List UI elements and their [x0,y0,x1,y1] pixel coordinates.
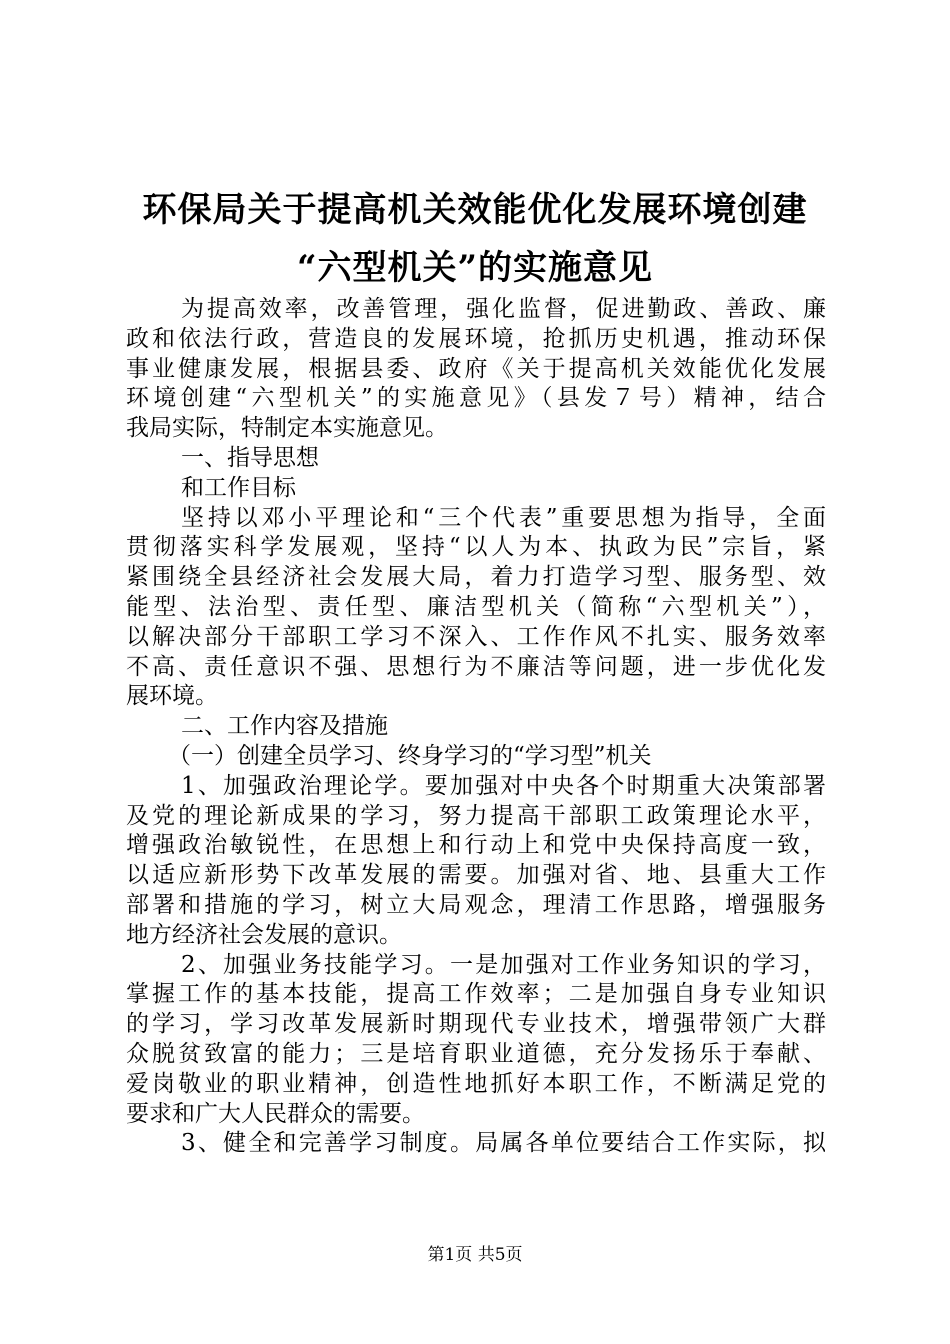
body-line: 紧围绕全县经济社会发展大局，着力打造学习型、服务型、效 [126,564,826,591]
body-line: 的学习，学习改革发展新时期现代专业技术，增强带领广大群 [126,1011,826,1038]
body-line: 以适应新形势下改革发展的需要。加强对省、地、县重大工作 [126,862,826,889]
document-title-line-2: “六型机关”的实施意见 [296,248,654,288]
body-line: 我局实际，特制定本实施意见。 [126,415,448,442]
body-line: 坚持以邓小平理论和“三个代表”重要思想为指导，全面 [181,504,826,531]
body-line: 环境创建“六型机关”的实施意见》（县发７号）精神，结合 [126,385,826,412]
body-line: 为提高效率，改善管理，强化监督，促进勤政、善政、廉 [181,296,826,322]
body-line: 事业健康发展，根据县委、政府《关于提高机关效能优化发展 [126,355,826,382]
document-body [126,295,826,1159]
body-line: 展环境。 [126,683,218,710]
body-line: 地方经济社会发展的意识。 [126,921,402,948]
body-line: 以解决部分干部职工学习不深入、工作作风不扎实、服务效率 [126,623,826,650]
body-line: 及党的理论新成果的学习，努力提高干部职工政策理论水平， [126,802,826,829]
body-line: 政和依法行政，营造良的发展环境，抢抓历史机遇，推动环保 [126,325,826,352]
subsection-heading: （一）创建全员学习、终身学习的“学习型”机关 [168,742,652,769]
section-heading: 二、工作内容及措施 [181,713,388,740]
body-line: 1、加强政治理论学。要加强对中央各个时期重大决策部署 [181,772,826,799]
body-line: 不高、责任意识不强、思想行为不廉洁等问题，进一步优化发 [126,653,826,680]
body-line: 掌握工作的基本技能，提高工作效率；二是加强自身专业知识 [126,981,826,1008]
body-line: 增强政治敏锐性，在思想上和行动上和党中央保持高度一致， [126,832,826,859]
body-line: 要求和广大人民群众的需要。 [126,1100,425,1127]
document-title-line-1: 环保局关于提高机关效能优化发展环境创建 [142,190,808,230]
page-footer: 第1页 共5页 [427,1245,523,1265]
body-line: 2、加强业务技能学习。一是加强对工作业务知识的学习， [181,951,826,978]
section-heading: 一、指导思想 [181,444,319,471]
body-line: 贯彻落实科学发展观，坚持“以人为本、执政为民”宗旨，紧 [126,534,826,561]
body-line: 能型、法治型、责任型、廉洁型机关（简称“六型机关”）， [126,593,826,620]
section-heading: 和工作目标 [181,474,296,501]
body-line: 众脱贫致富的能力；三是培育职业道德，充分发扬乐于奉献、 [126,1040,826,1067]
body-line: 部署和措施的学习，树立大局观念，理清工作思路，增强服务 [126,891,826,918]
body-line: 3、健全和完善学习制度。局属各单位要结合工作实际，拟 [181,1130,826,1157]
body-line: 爱岗敬业的职业精神，创造性地抓好本职工作，不断满足党的 [126,1070,826,1097]
